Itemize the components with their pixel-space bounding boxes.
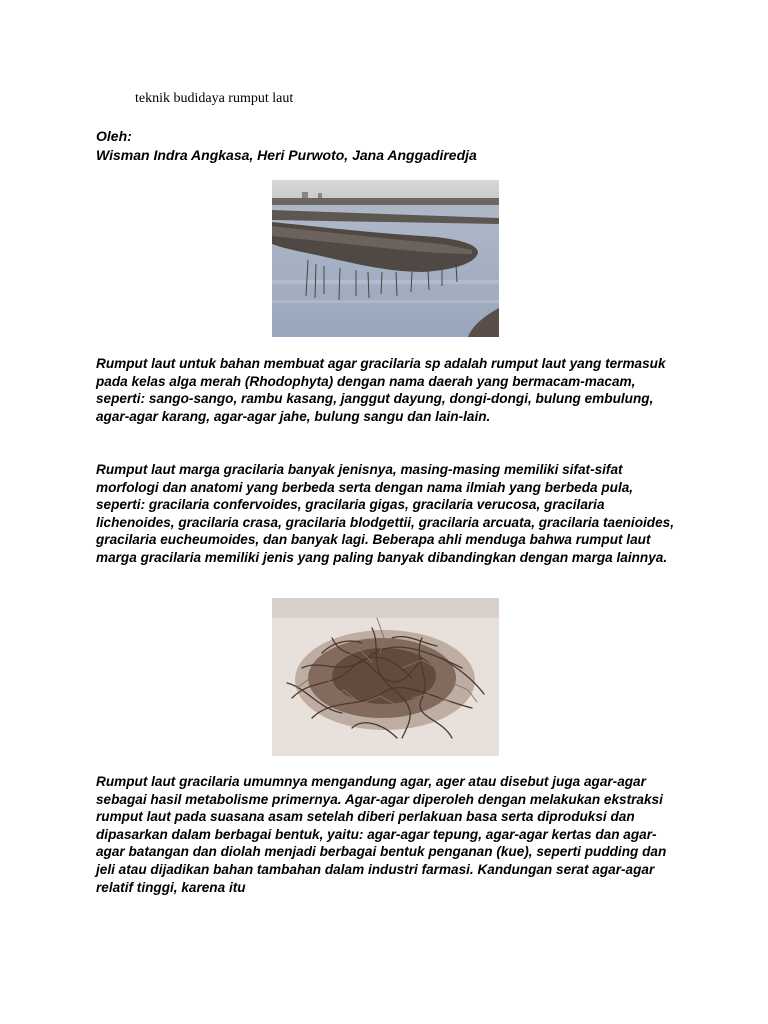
author-list: Wisman Indra Angkasa, Heri Purwoto, Jana Anggadiredja bbox=[96, 147, 477, 163]
byline bbox=[96, 127, 477, 165]
seaweed-illustration bbox=[272, 598, 499, 756]
paragraph-1: Rumput laut untuk bahan membuat agar gracilaria sp adalah rumput laut yang termasuk pada kelas alga merah (Rhodophyta) dengan nama daerah yang bermacam-macam, seperti: sango-sango, rambu kasang, janggut dayung, dongi-dongi, bulung embulung, agar-agar karang, agar-agar jahe, bulung sangu dan lain-lain. bbox=[96, 356, 666, 424]
seaweed-photo bbox=[272, 598, 499, 756]
pond-illustration bbox=[272, 180, 499, 337]
pond-photo bbox=[272, 180, 499, 337]
paragraph-2: Rumput laut marga gracilaria banyak jenisnya, masing-masing memiliki sifat-sifat morfologi dan anatomi yang berbeda serta dengan nama ilmiah yang berbeda pula, seperti: gracilaria confervoides, gracilaria gigas, gracilaria verucosa, gracilaria lichenoides, gracilaria crasa, gracilaria blodgettii, gracilaria arcuata, gracilaria taenioides, gracilaria eucheumoides, dan banyak lagi. Beberapa ahli menduga bahwa rumput laut marga gracilaria memiliki jenis yang paling banyak dibandingkan dengan marga lainnya. bbox=[96, 462, 674, 565]
byline-label: Oleh: bbox=[96, 128, 132, 144]
document-title: teknik budidaya rumput laut bbox=[135, 91, 294, 106]
paragraph-3: Rumput laut gracilaria umumnya mengandung agar, ager atau disebut juga agar-agar sebagai hasil metabolisme primernya. Agar-agar diperoleh dengan melakukan ekstraksi rumput laut pada suasana asam setelah diberi perlakuan basa serta diproduksi dan dipasarkan dalam berbagai bentuk, yaitu: agar-agar tepung, agar-agar kertas dan agar-agar batangan dan diolah menjadi berbagai bentuk penganan (kue), seperti pudding dan jeli atau dijadikan bahan tambahan dalam industri farmasi. Kandungan serat agar-agar relatif tinggi, karena itu bbox=[96, 774, 667, 895]
